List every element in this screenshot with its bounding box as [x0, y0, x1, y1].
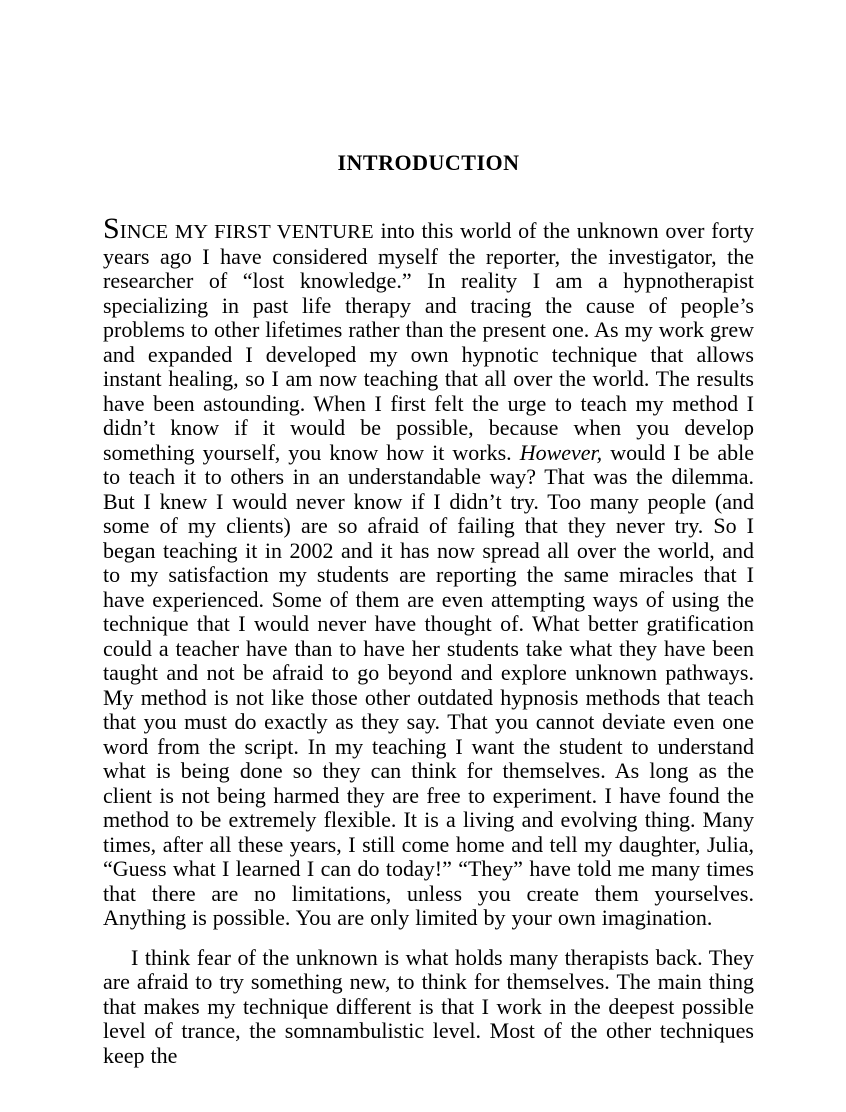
paragraph-text-segment: would I be able to teach it to others in an understandable way? That was the dilemma. But I knew I would never know if I didn’t try. Too many people (and some of my clients) are so afraid of failing that they never try. So I began teaching it in 2002 and it has now spread all over the world, and to my satisfaction my students are reporting the same miracles that I have experienced. Some of them are even attempting ways of using the technique that I would never have thought of. What better gratification could a teacher have than to have her students take what they have been taught and not be afraid to go beyond and explore unknown pathways. My method is not like those other outdated hypnosis methods that teach that you must do exactly as they say. That you cannot deviate even one word from the script. In my teaching I want the student to understand what is being done so they can think for themselves. As long as the client is not being harmed they are free to experiment. I have found the method to be extremely flexible. It is a living and evolving thing. Many times, after all these years, I still come home and tell my daughter, Julia, “Guess what I learned I can do today!” “They” have told me many times that there are no limitations, unless you create them yourselves. Anything is possible. You are only limited by your own imagination.	[103, 439, 755, 930]
small-caps-phrase: INCE MY FIRST VENTURE	[119, 221, 374, 243]
paragraph-text-segment: into this world of the unknown over forty years ago I have considered myself the reporter, the investigator, the researcher of “lost knowledge.” In reality I am a hypnotherapist specializing in past life therapy and tracing the cause of people’s problems to other lifetimes rather than the present one. As my work grew and expanded I developed my own hypnotic technique that allows instant healing, so I am now teaching that all over the world. The results have been astounding. When I first felt the urge to teach my method I didn’t know if it would be possible, because when you develop something yourself, you know how it works.	[103, 218, 754, 465]
opening-paragraph	[103, 212, 755, 931]
text-block	[103, 212, 755, 1068]
lead-capital: S	[103, 212, 120, 245]
italic-word: However,	[519, 439, 603, 465]
chapter-title: INTRODUCTION	[337, 150, 520, 175]
second-paragraph: I think fear of the unknown is what holds many therapists back. They are afraid to try something new, to think for themselves. The main thing that makes my technique different is that I work in the deepest possible level of trance, the somnambulistic level. Most of the other techniques keep the	[103, 944, 754, 1068]
